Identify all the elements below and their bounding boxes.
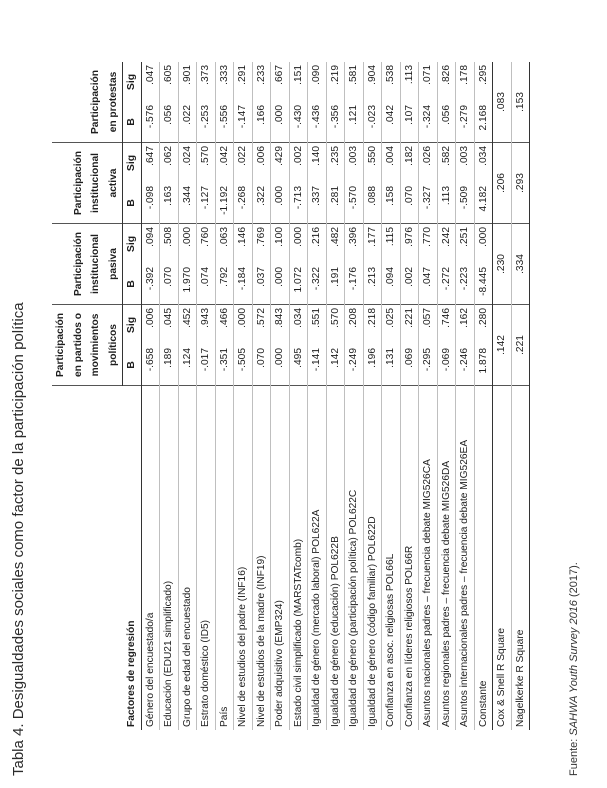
b-value: .163 <box>160 183 179 224</box>
b-value: .142 <box>326 345 345 386</box>
b-value: .056 <box>160 102 179 143</box>
b-value: .037 <box>252 264 271 305</box>
b-value: .131 <box>382 345 401 386</box>
sig-value: .280 <box>474 305 493 346</box>
group-header-activa: Participación institucional activa <box>52 143 123 224</box>
b-value: .000 <box>271 264 290 305</box>
b-value: .000 <box>271 345 290 386</box>
b-value: -.069 <box>437 345 456 386</box>
b-value: .070 <box>252 345 271 386</box>
sig-column-header: Sig <box>123 224 142 265</box>
sig-value: .647 <box>141 143 160 184</box>
sig-value: .024 <box>178 143 197 184</box>
sig-value: .219 <box>326 62 345 102</box>
sig-column-header: Sig <box>123 143 142 184</box>
sig-value: .570 <box>197 143 216 184</box>
b-value: .070 <box>160 264 179 305</box>
sig-value: .034 <box>474 143 493 184</box>
b-column-header: B <box>123 183 142 224</box>
sig-value: .140 <box>308 143 327 184</box>
b-value: .070 <box>400 183 419 224</box>
factor-header: Factores de regresión <box>52 386 141 731</box>
sig-value: .233 <box>252 62 271 102</box>
table-row <box>160 62 179 730</box>
sig-value: .235 <box>326 143 345 184</box>
r-square-value: .206 <box>493 143 512 224</box>
source-year: (2017). <box>568 562 580 598</box>
row-label: Nivel de estudios del padre (INF16) <box>234 386 253 731</box>
source-prefix: Fuente: <box>568 738 580 776</box>
group-header-partidos: Participación en partidos o movimientos políticos <box>52 305 123 386</box>
b-value: .213 <box>363 264 382 305</box>
b-column-header: B <box>123 102 142 143</box>
b-value: 2.168 <box>474 102 493 143</box>
sig-value: .004 <box>382 143 401 184</box>
b-value: -.268 <box>234 183 253 224</box>
b-value: .094 <box>382 264 401 305</box>
b-value: -.556 <box>215 102 234 143</box>
row-label: Igualdad de género (mercado laboral) POL622A <box>308 386 327 731</box>
b-column-header: B <box>123 264 142 305</box>
sig-value: .094 <box>141 224 160 265</box>
row-label: Educación (EDU21 simplificado) <box>160 386 179 731</box>
b-value: -.322 <box>308 264 327 305</box>
row-label: Igualdad de género (educación) POL622B <box>326 386 345 731</box>
sig-value: .452 <box>178 305 197 346</box>
row-label: Asuntos regionales padres – frecuencia debate MIG526DA <box>437 386 456 731</box>
sig-value: .221 <box>400 305 419 346</box>
sig-value: .000 <box>289 224 308 265</box>
sig-value: .943 <box>197 305 216 346</box>
b-value: -.246 <box>456 345 475 386</box>
sig-value: .100 <box>271 224 290 265</box>
sig-value: .551 <box>308 305 327 346</box>
sig-value: .508 <box>160 224 179 265</box>
sig-value: .482 <box>326 224 345 265</box>
b-value: -.356 <box>326 102 345 143</box>
b-value: -.141 <box>308 345 327 386</box>
stat-row <box>493 62 512 730</box>
sig-value: .550 <box>363 143 382 184</box>
sig-value: .025 <box>382 305 401 346</box>
b-value: .158 <box>382 183 401 224</box>
b-value: -.295 <box>419 345 438 386</box>
b-value: .792 <box>215 264 234 305</box>
table-row <box>141 62 160 730</box>
b-value: -.176 <box>345 264 364 305</box>
row-label: Confianza en asoc. religiosas POL66L <box>382 386 401 731</box>
b-value: -.098 <box>141 183 160 224</box>
sig-value: .208 <box>345 305 364 346</box>
sig-value: .178 <box>456 62 475 102</box>
b-value: -.324 <box>419 102 438 143</box>
table-body <box>141 62 530 730</box>
sig-value: .373 <box>197 62 216 102</box>
sig-value: .177 <box>363 224 382 265</box>
r-square-value: .153 <box>511 62 530 143</box>
row-label: País <box>215 386 234 731</box>
b-column-header: B <box>123 345 142 386</box>
b-value: .189 <box>160 345 179 386</box>
table-row <box>474 62 493 730</box>
b-value: .337 <box>308 183 327 224</box>
b-value: .022 <box>178 102 197 143</box>
b-value: -.570 <box>345 183 364 224</box>
sig-value: .760 <box>197 224 216 265</box>
table-row <box>326 62 345 730</box>
sig-value: .022 <box>234 143 253 184</box>
row-label: Nivel de estudios de la madre (INF19) <box>252 386 271 731</box>
sig-value: .151 <box>289 62 308 102</box>
row-label: Igualdad de género (código familiar) POL622D <box>363 386 382 731</box>
sig-value: .242 <box>437 224 456 265</box>
b-value: .088 <box>363 183 382 224</box>
r-square-value: .334 <box>511 224 530 305</box>
b-value: .344 <box>178 183 197 224</box>
table-row <box>363 62 382 730</box>
sig-value: .026 <box>419 143 438 184</box>
sig-value: .216 <box>308 224 327 265</box>
b-value: -8.445 <box>474 264 493 305</box>
row-label: Igualdad de género (participación política) POL622C <box>345 386 364 731</box>
sig-value: .113 <box>400 62 419 102</box>
b-value: -.147 <box>234 102 253 143</box>
r-square-value: .142 <box>493 305 512 386</box>
sig-value: .667 <box>271 62 290 102</box>
source-survey: SAHWA Youth Survey 2016 <box>568 600 580 736</box>
sig-value: .538 <box>382 62 401 102</box>
stat-label: Cox & Snell R Square <box>493 386 512 731</box>
b-value: -.023 <box>363 102 382 143</box>
b-value: -.505 <box>234 345 253 386</box>
sig-value: .605 <box>160 62 179 102</box>
sig-value: .291 <box>234 62 253 102</box>
b-value: .121 <box>345 102 364 143</box>
sig-value: .047 <box>141 62 160 102</box>
sig-value: .295 <box>474 62 493 102</box>
sig-value: .000 <box>178 224 197 265</box>
b-value: -.253 <box>197 102 216 143</box>
b-value: -.430 <box>289 102 308 143</box>
row-label: Género del encuestado/a <box>141 386 160 731</box>
row-label: Estado civil simplificado (MARSTATcomb) <box>289 386 308 731</box>
table-row <box>197 62 216 730</box>
sig-value: .045 <box>160 305 179 346</box>
sig-value: .396 <box>345 224 364 265</box>
sig-value: .904 <box>363 62 382 102</box>
table-row <box>289 62 308 730</box>
sig-value: .062 <box>160 143 179 184</box>
row-label: Estrato doméstico (ID5) <box>197 386 216 731</box>
sig-value: .826 <box>437 62 456 102</box>
sig-value: .333 <box>215 62 234 102</box>
b-value: -.279 <box>456 102 475 143</box>
row-label: Grupo de edad del encuestado <box>178 386 197 731</box>
table-row <box>215 62 234 730</box>
sig-value: .006 <box>252 143 271 184</box>
b-value: .166 <box>252 102 271 143</box>
b-value: .107 <box>400 102 419 143</box>
sig-value: .042 <box>215 143 234 184</box>
stat-row <box>511 62 530 730</box>
b-value: -.017 <box>197 345 216 386</box>
b-value: .042 <box>382 102 401 143</box>
b-value: .002 <box>400 264 419 305</box>
sig-value: .581 <box>345 62 364 102</box>
sig-value: .466 <box>215 305 234 346</box>
sig-value: .976 <box>400 224 419 265</box>
sig-value: .843 <box>271 305 290 346</box>
b-value: .000 <box>271 183 290 224</box>
sig-value: .429 <box>271 143 290 184</box>
b-value: .191 <box>326 264 345 305</box>
table-row <box>252 62 271 730</box>
stat-label: Nagelkerke R Square <box>511 386 530 731</box>
b-value: -.249 <box>345 345 364 386</box>
sig-value: .090 <box>308 62 327 102</box>
sig-value: .071 <box>419 62 438 102</box>
sig-value: .000 <box>234 305 253 346</box>
table-row <box>345 62 364 730</box>
sig-value: .034 <box>289 305 308 346</box>
b-value: -.392 <box>141 264 160 305</box>
b-value: .000 <box>271 102 290 143</box>
b-value: .074 <box>197 264 216 305</box>
sig-value: .057 <box>419 305 438 346</box>
b-value: 1.072 <box>289 264 308 305</box>
sig-value: .003 <box>456 143 475 184</box>
b-value: 1.878 <box>474 345 493 386</box>
table-row <box>437 62 456 730</box>
table-row <box>271 62 290 730</box>
b-value: -.509 <box>456 183 475 224</box>
row-label: Poder adquisitivo (EMP324) <box>271 386 290 731</box>
b-value: .196 <box>363 345 382 386</box>
b-value: .113 <box>437 183 456 224</box>
b-value: -.272 <box>437 264 456 305</box>
b-value: .047 <box>419 264 438 305</box>
table-row <box>308 62 327 730</box>
b-value: -.436 <box>308 102 327 143</box>
b-value: -.327 <box>419 183 438 224</box>
b-value: -.351 <box>215 345 234 386</box>
sig-value: .115 <box>382 224 401 265</box>
sig-value: .006 <box>141 305 160 346</box>
sig-value: .770 <box>419 224 438 265</box>
row-label: Constante <box>474 386 493 731</box>
sig-value: .582 <box>437 143 456 184</box>
sig-value: .162 <box>456 305 475 346</box>
regression-table <box>52 62 530 730</box>
table-row <box>178 62 197 730</box>
b-value: .069 <box>400 345 419 386</box>
table-row <box>400 62 419 730</box>
row-label: Asuntos nacionales padres – frecuencia debate MIG526CA <box>419 386 438 731</box>
r-square-value: .221 <box>511 305 530 386</box>
sig-value: .251 <box>456 224 475 265</box>
b-value: .056 <box>437 102 456 143</box>
sig-value: .746 <box>437 305 456 346</box>
b-value: 1.970 <box>178 264 197 305</box>
table-title: Tabla 4. Desigualdades sociales como factor de la participación política <box>10 302 27 776</box>
b-value: .322 <box>252 183 271 224</box>
source-note <box>568 562 580 776</box>
table-row <box>234 62 253 730</box>
b-value: .281 <box>326 183 345 224</box>
sig-value: .572 <box>252 305 271 346</box>
b-value: .495 <box>289 345 308 386</box>
sig-value: .769 <box>252 224 271 265</box>
b-value: .124 <box>178 345 197 386</box>
sig-value: .182 <box>400 143 419 184</box>
sig-value: .002 <box>289 143 308 184</box>
table-row <box>419 62 438 730</box>
b-value: -.576 <box>141 102 160 143</box>
sig-value: .003 <box>345 143 364 184</box>
sig-value: .901 <box>178 62 197 102</box>
b-value: 4.182 <box>474 183 493 224</box>
sig-value: .218 <box>363 305 382 346</box>
b-value: -.658 <box>141 345 160 386</box>
r-square-value: .083 <box>493 62 512 143</box>
sig-value: .000 <box>474 224 493 265</box>
b-value: -.713 <box>289 183 308 224</box>
sig-value: .146 <box>234 224 253 265</box>
group-header-pasiva: Participación institucional pasiva <box>52 224 123 305</box>
r-square-value: .293 <box>511 143 530 224</box>
b-value: -1.192 <box>215 183 234 224</box>
b-value: -.223 <box>456 264 475 305</box>
b-value: -.184 <box>234 264 253 305</box>
sig-value: .570 <box>326 305 345 346</box>
b-value: -.127 <box>197 183 216 224</box>
row-label: Confianza en líderes religiosos POL66R <box>400 386 419 731</box>
group-header-protestas: Participación en protestas <box>52 62 123 143</box>
header-group-row <box>52 62 123 730</box>
r-square-value: .230 <box>493 224 512 305</box>
row-label: Asuntos internacionales padres – frecuencia debate MIG526EA <box>456 386 475 731</box>
table-row <box>382 62 401 730</box>
table-row <box>456 62 475 730</box>
sig-value: .063 <box>215 224 234 265</box>
sig-column-header: Sig <box>123 62 142 102</box>
sig-column-header: Sig <box>123 305 142 346</box>
